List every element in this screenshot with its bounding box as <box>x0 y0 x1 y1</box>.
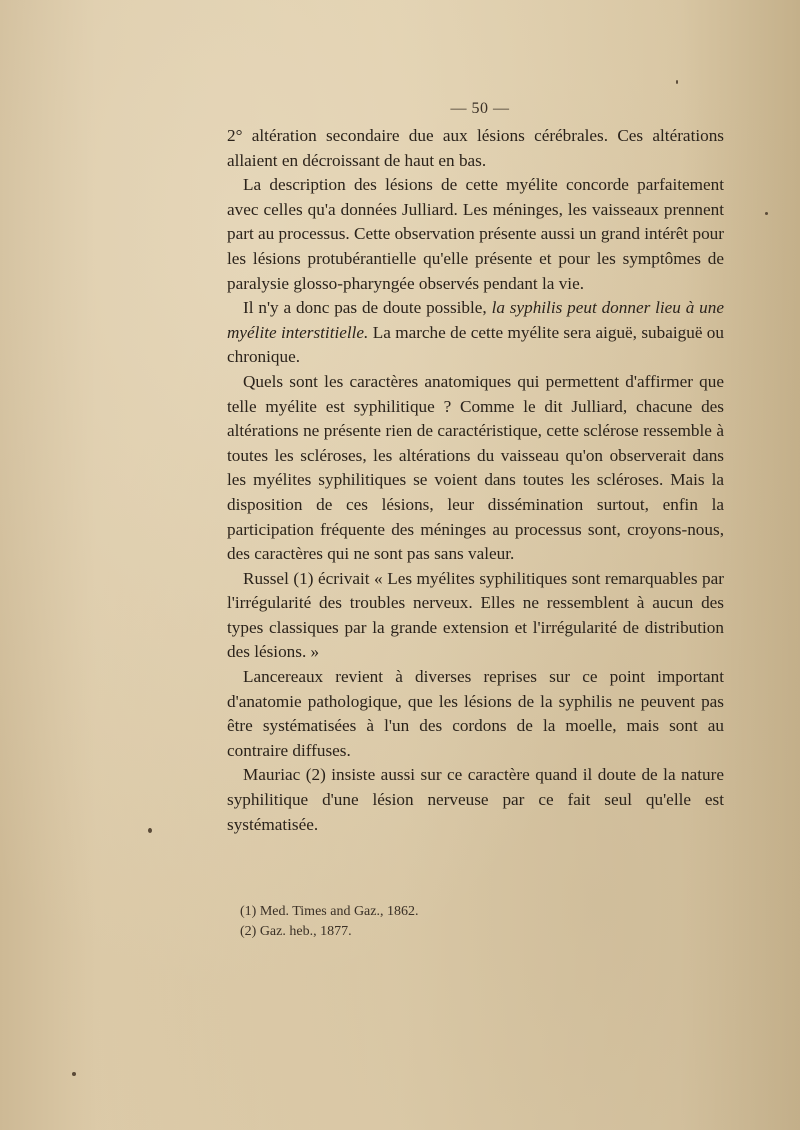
paper-speck <box>676 80 678 84</box>
page-number: — 50 — <box>450 100 510 117</box>
paragraph-1: 2° altération secondaire due aux lésions cérébrales. Ces altérations allaient en décroissant de haut en bas. <box>227 126 724 170</box>
paper-speck <box>765 212 768 215</box>
body-text <box>227 124 724 837</box>
paragraph-3-italic: la syphilis peut donner lieu à une myélite interstitielle. <box>227 298 724 342</box>
paragraph-3 <box>227 296 724 370</box>
paragraph-3-before: Il n'y a donc pas de doute possible, <box>243 298 492 318</box>
footnotes <box>240 902 700 942</box>
paper-speck <box>72 1072 76 1076</box>
paragraph-7: Mauriac (2) insiste aussi sur ce caractère quand il doute de la nature syphilitique d'une lésion nerveuse par ce fait seul qu'elle est systématisée. <box>227 765 724 834</box>
footnote-1: (1) Med. Times and Gaz., 1862. <box>240 904 419 919</box>
paper-speck <box>148 828 152 833</box>
paragraph-6: Lancereaux revient à diverses reprises sur ce point important d'anatomie pathologique, que les lésions de la syphilis ne peuvent pas être systématisées à l'un des cordons de la moelle, mais sont au contraire diffuses. <box>227 667 724 760</box>
paragraph-3-after: La marche de cette myélite sera aiguë, subaiguë ou chronique. <box>227 322 724 367</box>
paragraph-5: Russel (1) écrivait « Les myélites syphilitiques sont remarquables par l'irrégularité des troubles nerveux. Elles ne ressemblent à aucun des types classiques par la grande extension et l'irrégularité de distribution des lésions. » <box>227 568 724 662</box>
paragraph-4: Quels sont les caractères anatomiques qui permettent d'affirmer que telle myélite est syphilitique ? Comme le dit Julliard, chacune des altérations ne présente rien de caractéristique, cette sclérose ressemble à toutes les scléroses, les altérations du vaisseau qu'on observerait dans les myélites syphilitiques se voient dans toutes les scléroses. Mais la disposition de ces lésions, leur dissémination surtout, enfin la participation fréquente des méninges au processus sont, croyons-nous, des caractères qui ne sont pas sans valeur. <box>227 371 724 564</box>
footnote-2: (2) Gaz. heb., 1877. <box>240 924 352 939</box>
paragraph-2: La description des lésions de cette myélite concorde parfaitement avec celles qu'a données Julliard. Les méninges, les vaisseaux prennent part au processus. Cette observation présente aussi un grand intérêt pour les lésions protubérantielle qu'elle présente et pour les symptômes de paralysie glosso-pharyngée observés pendant la vie. <box>227 175 724 293</box>
